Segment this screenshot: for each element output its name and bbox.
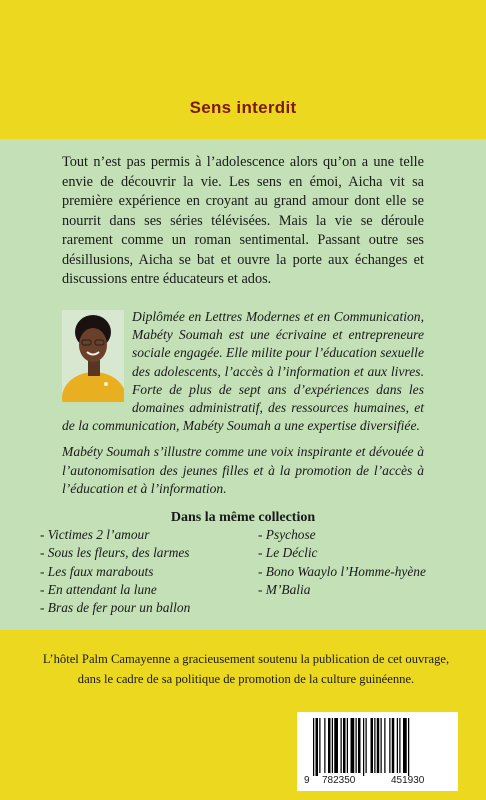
list-item: - Les faux marabouts [40,563,154,579]
barcode-bar [381,718,382,773]
barcode-bar [377,718,380,773]
barcode-bar [397,718,398,773]
list-item: - Sous les fleurs, des larmes [40,545,190,561]
barcode-bar [356,718,357,773]
book-title: Sens interdit [189,98,297,117]
barcode-bar [366,718,367,773]
sponsor-note: L’hôtel Palm Camayenne a gracieusement soutenu la publication de cet ouvrage, dans le cadre de sa politique de promotion de la culture guinéenne. [42,652,450,686]
barcode-bar [392,718,395,773]
bio-paragraph-2: Mabéty Soumah s’illustre comme une voix inspirante et dévouée à l’autonomisation des jeunes filles et à la promotion de l’accès à l’éducation et à l’information. [62,444,424,496]
barcode-bar [343,718,346,773]
barcode-bar [316,718,319,776]
list-item: - Bras de fer pour un ballon [40,600,191,616]
barcode-bar [347,718,348,773]
barcode-bar [399,718,400,773]
collection-list-left [40,526,240,617]
collection-list-right [258,526,458,599]
list-item: - En attendant la lune [40,581,157,597]
barcode-bar [341,718,342,773]
barcode-bar [371,718,374,773]
author-bio [62,308,424,506]
barcode-bar [363,718,364,776]
author-photo [62,310,124,402]
barcode-digits-left: 782350 [322,775,356,786]
barcode-bar [313,718,314,776]
list-item: - Psychose [258,527,316,542]
barcode-bar [403,718,407,773]
barcode-bar [408,718,409,776]
list-item: - Le Déclic [258,545,318,561]
list-item: - M’Balia [258,581,311,597]
barcode-bars [297,712,458,776]
barcode-bar [334,718,338,773]
collection-heading: Dans la même collection [170,510,316,525]
bio-text-1: Diplômée en Lettres Modernes et en Communication, Mabéty Soumah est une écrivaine et entrepreneure sociale engagée. Elle milite pour l’éducation sexuelle des adolescents, l’accès à l’information et aux livres. Forte de plus de sept ans d’expériences dans les domaines administratif, des ressources humaines, et de la communication, Mabéty Soumah a une expertise diversifiée. [62,309,424,434]
barcode-bar [384,718,385,773]
list-item: - Bono Waaylo l’Homme-hyène [258,563,426,579]
barcode-bar [332,718,333,773]
barcode-bar [351,718,355,773]
barcode-bar [358,718,361,773]
barcode-bar [374,718,375,773]
barcode-bar [328,718,331,773]
isbn-barcode [297,712,458,791]
list-item: - Victimes 2 l’amour [40,527,150,542]
barcode-digit-lead: 9 [304,775,310,786]
book-blurb: Tout n’est pas permis à l’adolescence alors qu’on a une telle envie de découvrir la vie. Les sens en émoi, Aicha vit sa première expérience en croyant au grand amour dont elle se nourrit dans ses séries télévisées. Mais la vie se déroule rarement comme un roman sentimental. Passant outre ses désillusions, Aicha se bat et ouvre la porte aux échanges et discussions entre éducateurs et ados. [62,154,424,287]
bio-paragraph-1 [62,308,424,435]
barcode-bar [389,718,390,773]
barcode-bar [324,718,325,773]
barcode-bar [319,718,320,773]
barcode-digits-right: 451930 [391,775,425,786]
